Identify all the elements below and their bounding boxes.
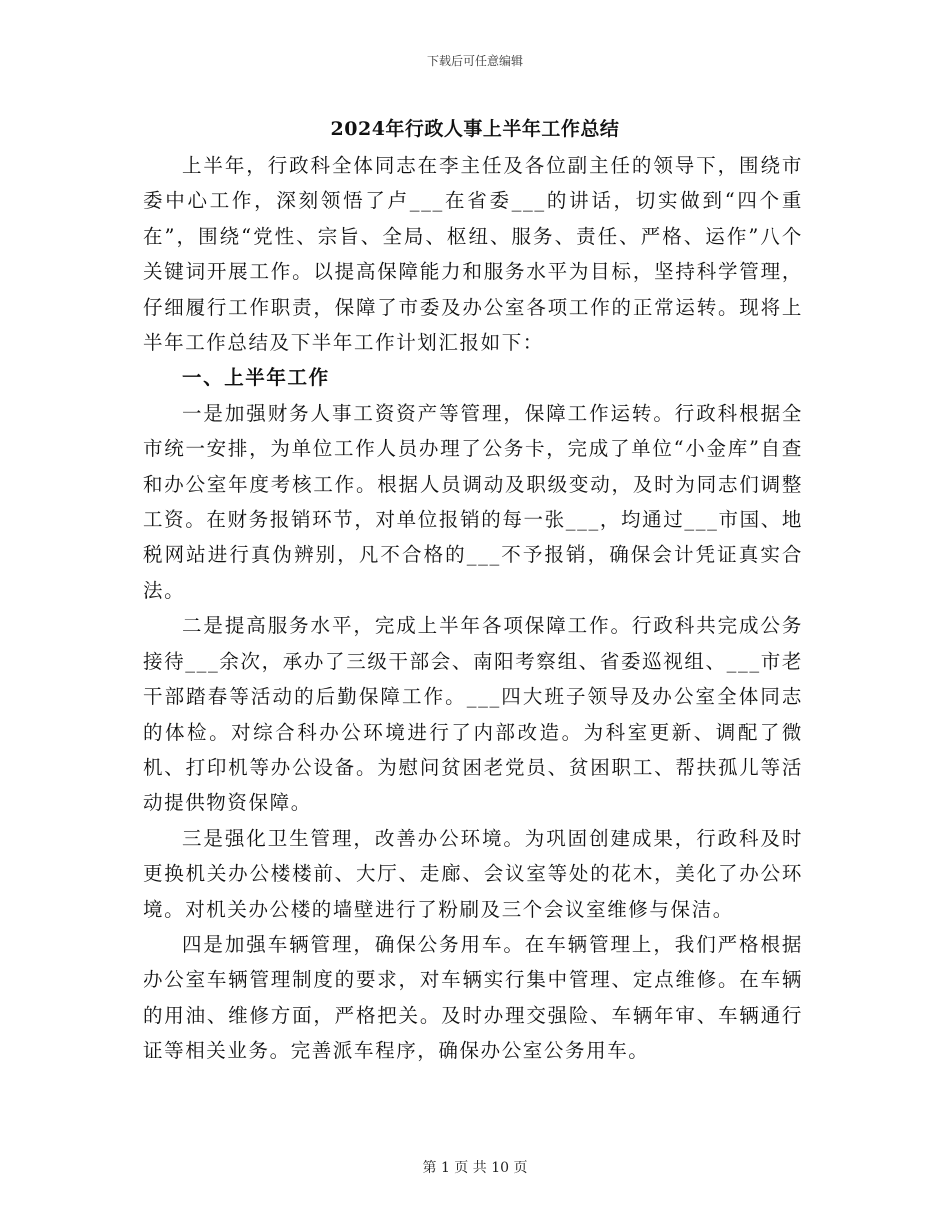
intro-paragraph: 上半年，行政科全体同志在李主任及各位副主任的领导下，围绕市委中心工作，深刻领悟了卢___在省委___的讲话，切实做到“四个重在”，围绕“党性、宗旨、全局、枢纽、服务、责任、严格、运作”八个关键词开展工作。以提高保障能力和服务水平为目标，坚持科学管理，仔细履行工作职责，保障了市委及办公室各项工作的正常运转。现将上半年工作总结及下半年工作计划汇报如下： [143, 154, 803, 355]
paragraph-service: 二是提高服务水平，完成上半年各项保障工作。行政科共完成公务接待___余次，承办了三级干部会、南阳考察组、省委巡视组、___市老干部踏春等活动的后勤保障工作。___四大班子领导及办公室全体同志的体检。对综合科办公环境进行了内部改造。为科室更新、调配了微机、打印机等办公设备。为慰问贫困老党员、贫困职工、帮扶孤儿等活动提供物资保障。 [143, 614, 803, 815]
paragraph-finance: 一是加强财务人事工资资产等管理，保障工作运转。行政科根据全市统一安排，为单位工作人员办理了公务卡，完成了单位“小金库”自查和办公室年度考核工作。根据人员调动及职级变动，及时为同志们调整工资。在财务报销环节，对单位报销的每一张___，均通过___市国、地税网站进行真伪辨别，凡不合格的___不予报销，确保会计凭证真实合法。 [143, 401, 803, 602]
page-number: 第 1 页 共 10 页 [422, 1160, 528, 1176]
paragraph-hygiene: 三是强化卫生管理，改善办公环境。为巩固创建成果，行政科及时更换机关办公楼楼前、大厅、走廊、会议室等处的花木，美化了办公环境。对机关办公楼的墙壁进行了粉刷及三个会议室维修与保洁。 [143, 826, 803, 921]
document-title: 2024年行政人事上半年工作总结 [330, 118, 620, 140]
section-heading: 一、上半年工作 [182, 366, 330, 390]
page-header-note: 下载后可任意编辑 [426, 54, 523, 68]
document-body [143, 148, 803, 1069]
paragraph-vehicles: 四是加强车辆管理，确保公务用车。在车辆管理上，我们严格根据办公室车辆管理制度的要求，对车辆实行集中管理、定点维修。在车辆的用油、维修方面，严格把关。及时办理交强险、车辆年审、车辆通行证等相关业务。完善派车程序，确保办公室公务用车。 [143, 932, 803, 1063]
